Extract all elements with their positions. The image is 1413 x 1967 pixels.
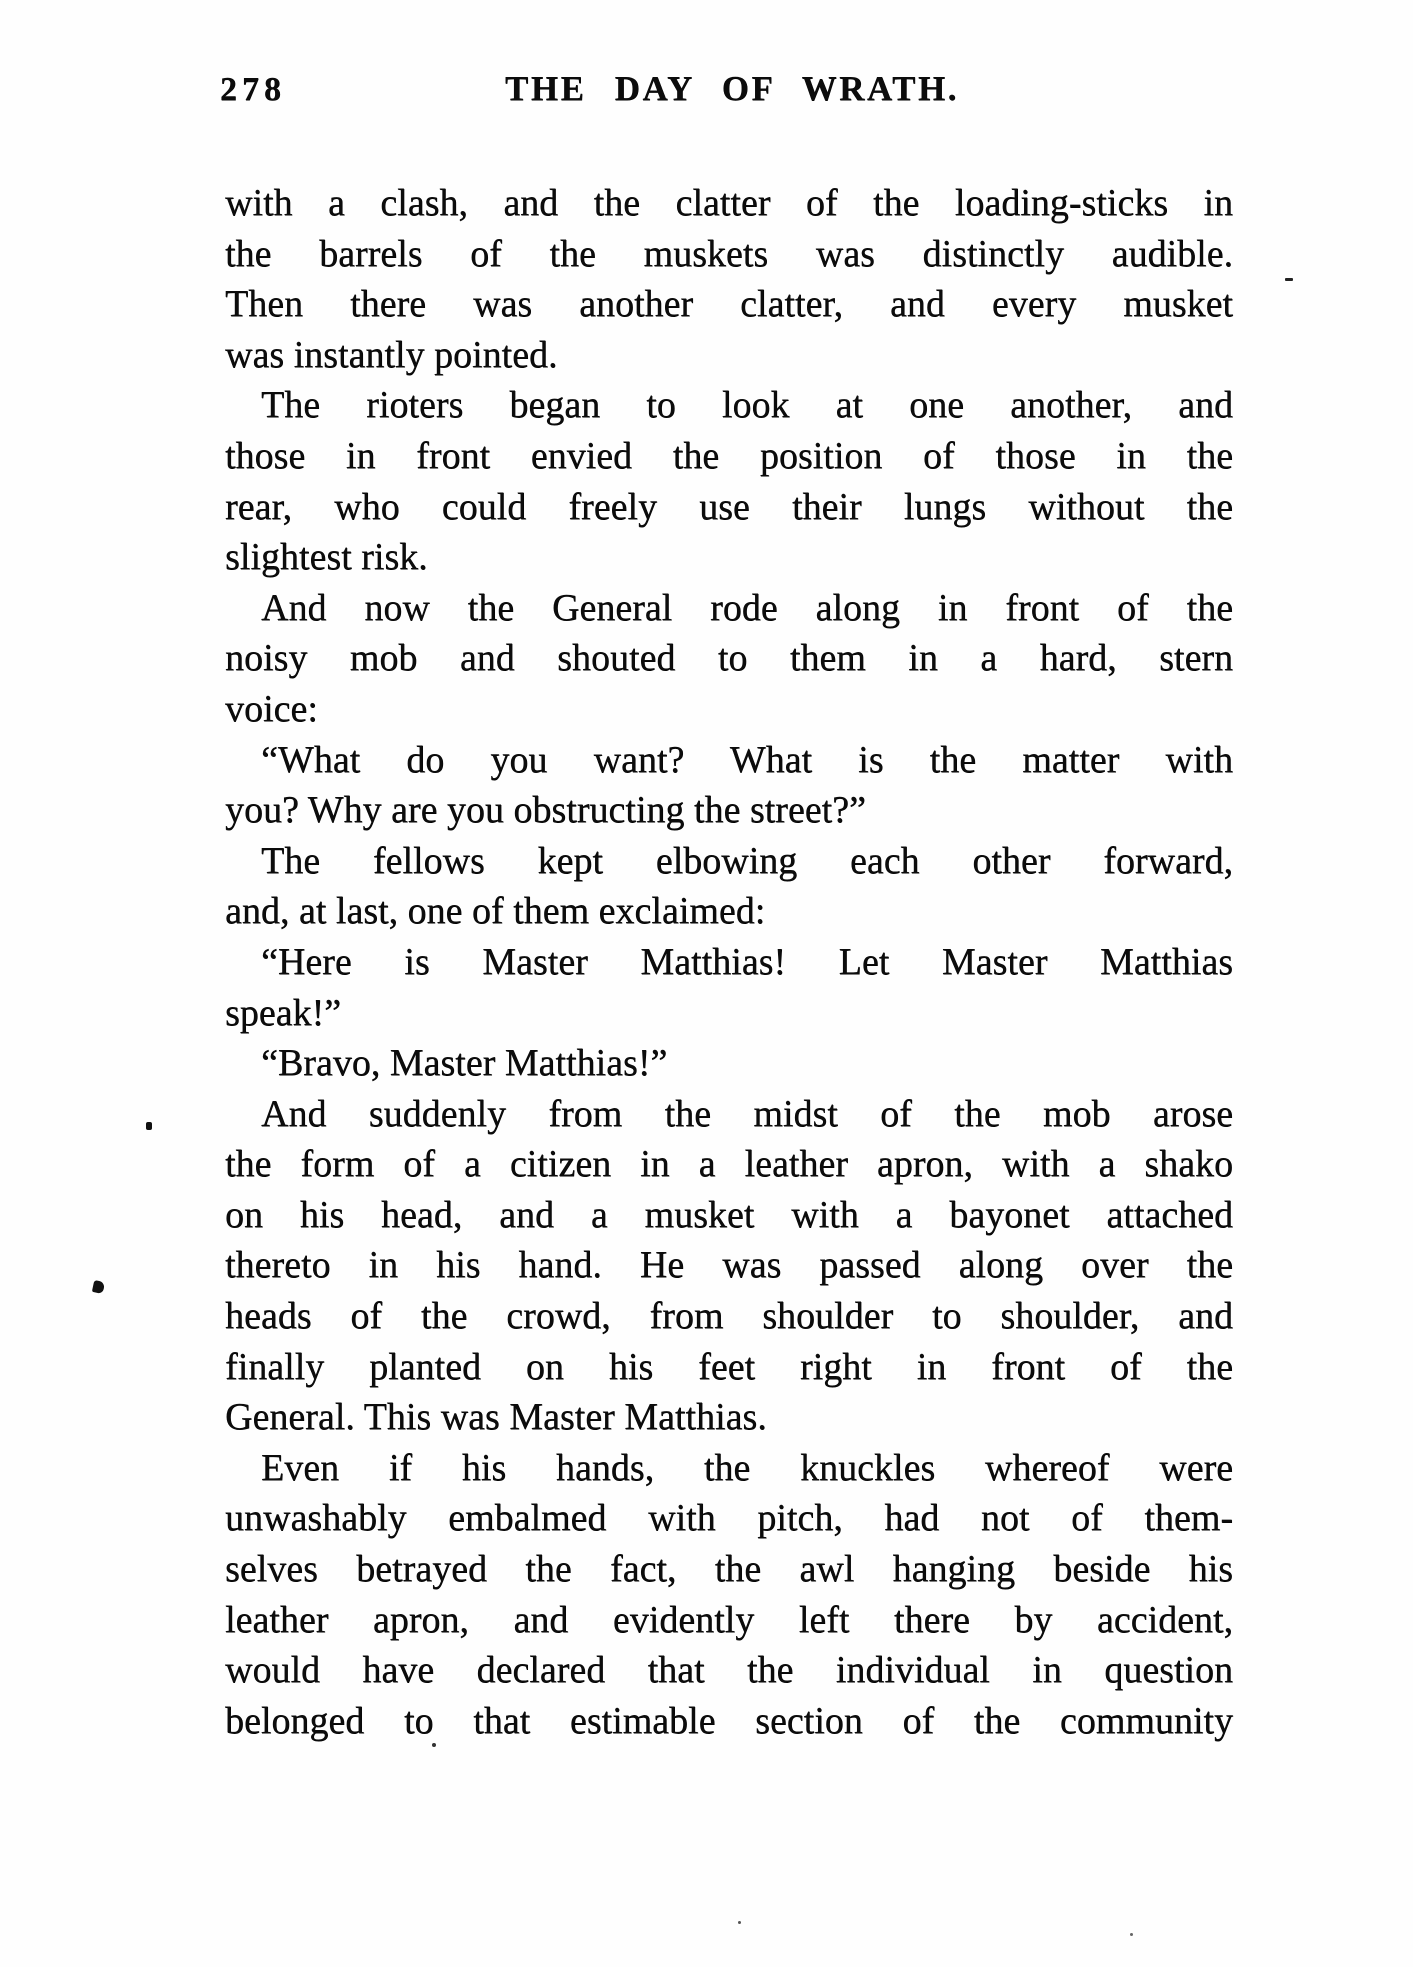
scan-speck bbox=[432, 1743, 436, 1747]
body-line: with a clash, and the clatter of the loading-sticks in bbox=[225, 182, 1233, 224]
body-line: “Bravo, Master Matthias!” bbox=[261, 1042, 668, 1085]
body-line: the barrels of the muskets was distinctly audible. bbox=[225, 232, 1233, 275]
body-line: unwashably embalmed with pitch, had not of them- bbox=[225, 1497, 1233, 1540]
body-line: The rioters began to look at one another, and bbox=[261, 384, 1233, 427]
body-line: Then there was another clatter, and every musket bbox=[225, 283, 1233, 326]
body-line: thereto in his hand. He was passed along over the bbox=[225, 1244, 1233, 1287]
body-line: slightest risk. bbox=[225, 536, 428, 579]
paragraph bbox=[225, 735, 1233, 836]
paragraph bbox=[225, 380, 1233, 582]
body-line: General. This was Master Matthias. bbox=[225, 1396, 767, 1439]
body-line: “Here is Master Matthias! Let Master Matthias bbox=[261, 940, 1233, 983]
running-header-title: THE DAY OF WRATH. bbox=[505, 69, 959, 108]
body-line: heads of the crowd, from shoulder to shoulder, and bbox=[225, 1295, 1233, 1338]
body-line: Even if his hands, the knuckles whereof were bbox=[261, 1446, 1233, 1489]
body-line: and, at last, one of them exclaimed: bbox=[225, 890, 766, 933]
paragraph bbox=[225, 1089, 1233, 1443]
scan-speck bbox=[146, 1122, 152, 1130]
paragraph bbox=[225, 1038, 1233, 1089]
body-line: voice: bbox=[225, 687, 318, 730]
paragraph bbox=[225, 836, 1233, 937]
paragraph bbox=[225, 583, 1233, 735]
body-text bbox=[225, 178, 1233, 1746]
body-line: on his head, and a musket with a bayonet attached bbox=[225, 1193, 1233, 1236]
body-line: finally planted on his feet right in front of the bbox=[225, 1345, 1233, 1388]
scan-speck bbox=[92, 1280, 105, 1294]
body-line: And now the General rode along in front of the bbox=[261, 586, 1233, 629]
body-line: rear, who could freely use their lungs without the bbox=[225, 485, 1233, 528]
body-line: belonged to that estimable section of the community bbox=[225, 1699, 1233, 1742]
body-line: those in front envied the position of those in the bbox=[225, 434, 1233, 477]
scan-speck bbox=[738, 1921, 741, 1924]
body-line: you? Why are you obstructing the street?” bbox=[225, 789, 866, 832]
body-line: selves betrayed the fact, the awl hanging beside his bbox=[225, 1548, 1233, 1591]
body-line: speak!” bbox=[225, 991, 342, 1034]
paragraph bbox=[225, 178, 1233, 380]
scan-speck bbox=[1130, 1933, 1133, 1936]
scan-speck bbox=[1285, 278, 1293, 281]
body-line: “What do you want? What is the matter with bbox=[261, 738, 1233, 781]
body-line: The fellows kept elbowing each other forward, bbox=[261, 839, 1233, 882]
body-line: the form of a citizen in a leather apron, with a shako bbox=[225, 1143, 1233, 1186]
body-line: was instantly pointed. bbox=[225, 333, 558, 376]
body-line: would have declared that the individual in question bbox=[225, 1649, 1233, 1692]
page-number: 278 bbox=[220, 71, 286, 108]
paragraph bbox=[225, 1443, 1233, 1747]
paragraph bbox=[225, 937, 1233, 1038]
body-line: And suddenly from the midst of the mob arose bbox=[261, 1092, 1233, 1135]
body-line: leather apron, and evidently left there by accident, bbox=[225, 1598, 1233, 1641]
body-line: noisy mob and shouted to them in a hard, stern bbox=[225, 637, 1233, 680]
